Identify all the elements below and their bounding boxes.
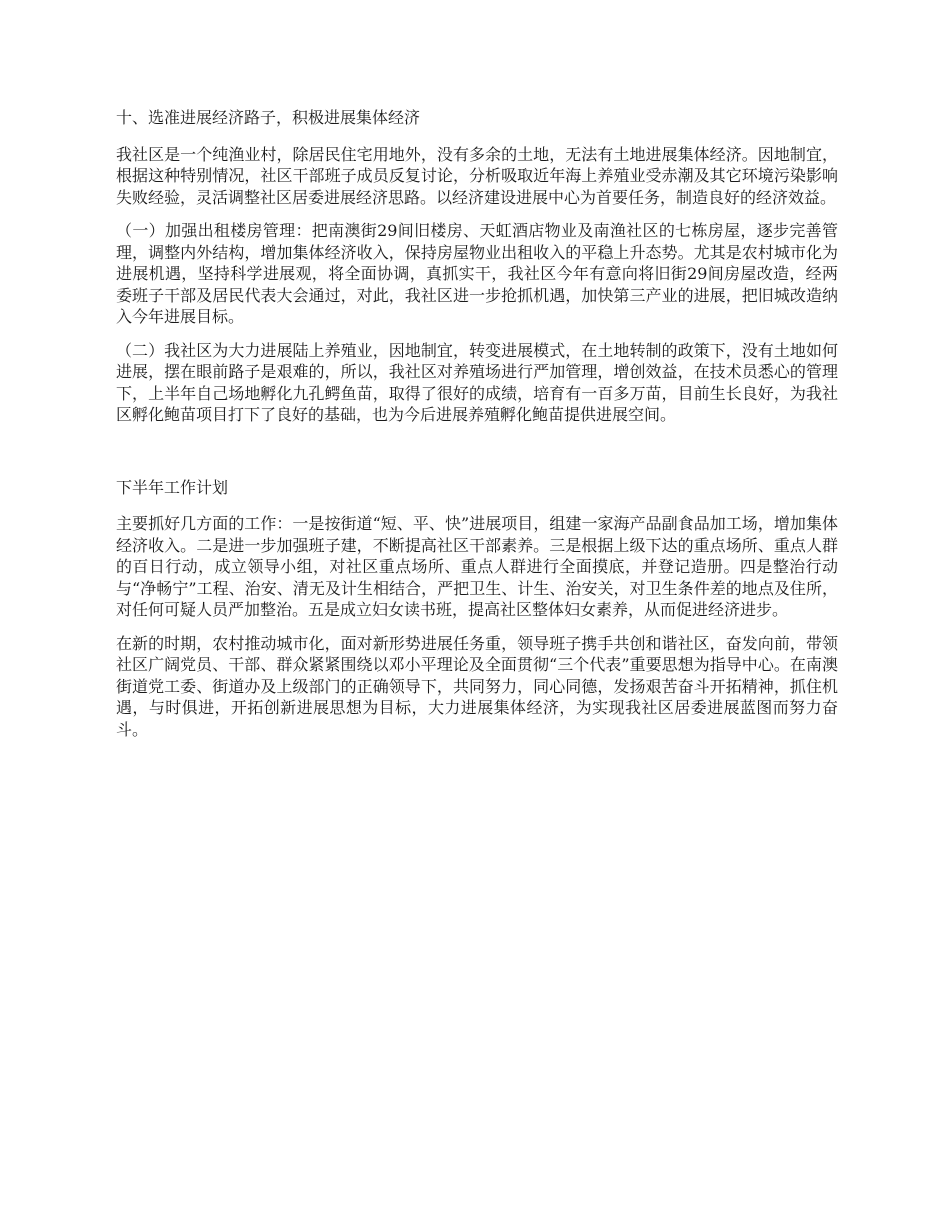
section-plan (116, 477, 838, 741)
paragraph: 主要抓好几方面的工作：一是按街道“短、平、快”进展项目，组建一家海产品副食品加工场，增加集体经济收入。二是进一步加强班子建，不断提高社区干部素养。三是根据上级下达的重点场所、重点人群的百日行动，成立领导小组，对社区重点场所、重点人群进行全面摸底，并登记造册。四是整治行动与“净畅宁”工程、治安、清无及计生相结合，严把卫生、计生、治安关，对卫生条件差的地点及住所，对任何可疑人员严加整治。五是成立妇女读书班，提高社区整体妇女素养，从而促进经济进步。 (116, 514, 838, 619)
paragraph: 我社区是一个纯渔业村，除居民住宅用地外，没有多余的土地，无法有土地进展集体经济。因地制宜，根据这种特别情况，社区干部班子成员反复讨论，分析吸取近年海上养殖业受赤潮及其它环境污染影响失败经验，灵活调整社区居委进展经济思路。以经济建设进展中心为首要任务，制造良好的经济效益。 (116, 144, 838, 207)
document-page (116, 107, 838, 752)
paragraph: （二）我社区为大力进展陆上养殖业，因地制宜，转变进展模式，在土地转制的政策下，没有土地如何进展，摆在眼前路子是艰难的，所以，我社区对养殖场进行严加管理，增创效益，在技术员悉心的管理下，上半年自己场地孵化九孔鳄鱼苗，取得了很好的成绩，培育有一百多万苗，目前生长良好，为我社区孵化鲍苗项目打下了良好的基础，也为今后进展养殖孵化鲍苗提供进展空间。 (116, 340, 838, 424)
section-heading: 下半年工作计划 (116, 477, 229, 497)
section-economy (116, 107, 838, 426)
section-heading: 十、选准进展经济路子，积极进展集体经济 (116, 108, 421, 127)
paragraph: （一）加强出租楼房管理：把南澳街29间旧楼房、天虹酒店物业及南渔社区的七栋房屋，逐步完善管理，调整内外结构，增加集体经济收入，保持房屋物业出租收入的平稳上升态势。尤其是农村城市化为进展机遇，坚持科学进展观，将全面协调，真抓实干，我社区今年有意向将旧街29间房屋改造，经两委班子干部及居民代表大会通过，对此，我社区进一步抢抓机遇，加快第三产业的进展，把旧城改造纳入今年进展目标。 (116, 221, 838, 326)
section-spacer (116, 438, 838, 477)
paragraph: 在新的时期，农村推动城市化，面对新形势进展任务重，领导班子携手共创和谐社区，奋发向前，带领社区广阔党员、干部、群众紧紧围绕以邓小平理论及全面贯彻“三个代表”重要思想为指导中心。在南澳街道党工委、街道办及上级部门的正确领导下，共同努力，同心同德，发扬艰苦奋斗开拓精神，抓住机遇，与时俱进，开拓创新进展思想为目标，大力进展集体经济，为实现我社区居委进展蓝图而努力奋斗。 (116, 633, 838, 739)
